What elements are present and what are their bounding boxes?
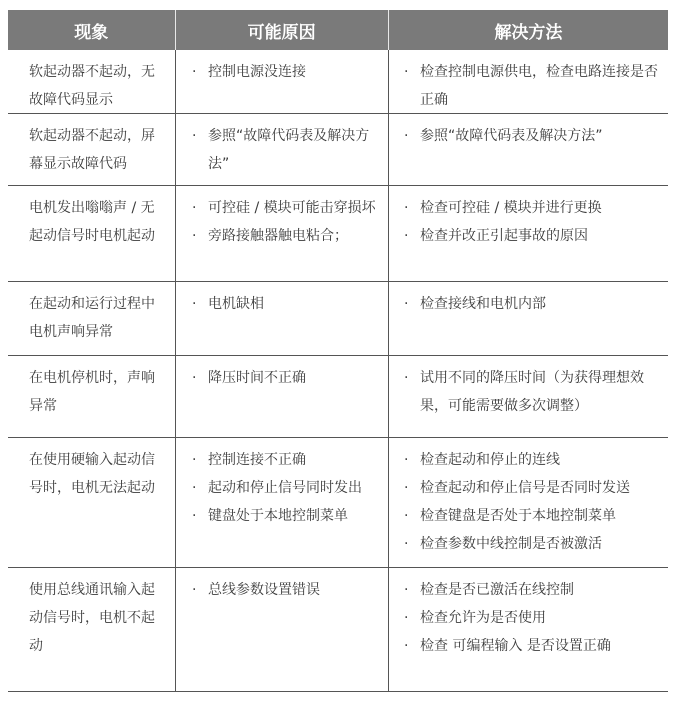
cause-text: 可控硅 / 模块可能击穿损坏: [208, 200, 376, 216]
solution-item: [404, 122, 660, 150]
bullet-icon: ·: [192, 452, 197, 468]
bullet-icon: ·: [404, 536, 409, 552]
solution-cell: [388, 114, 668, 185]
solution-item: [404, 502, 660, 530]
bullet-icon: ·: [404, 638, 409, 654]
solution-item: [404, 474, 660, 502]
cause-cell: [175, 438, 388, 567]
bullet-icon: ·: [192, 64, 197, 80]
bullet-icon: ·: [404, 480, 409, 496]
cause-item: [192, 222, 380, 250]
solution-item: [404, 290, 660, 318]
table-row: [8, 356, 668, 438]
header-phenomenon: 现象: [74, 22, 109, 43]
cause-item: [192, 364, 380, 392]
cause-text: 起动和停止信号同时发出: [208, 480, 362, 496]
bullet-icon: ·: [192, 480, 197, 496]
solution-text: 检查起动和停止信号是否同时发送: [420, 480, 630, 496]
cause-text: 旁路接触器触电粘合；: [208, 228, 348, 244]
solution-item: [404, 446, 660, 474]
phenomenon-cell: 软起动器不起动，屏幕显示故障代码: [29, 128, 155, 172]
troubleshooting-table: [8, 10, 668, 692]
cause-cell: [175, 50, 388, 113]
cause-cell: [175, 356, 388, 437]
table-header: [8, 10, 668, 50]
bullet-icon: ·: [192, 296, 197, 312]
header-solution: 解决方法: [388, 10, 668, 50]
solution-cell: [388, 50, 668, 113]
phenomenon-cell: 在电机停机时，声响异常: [29, 370, 155, 414]
bullet-icon: ·: [192, 508, 197, 524]
phenomenon-cell: 在起动和运行过程中电机声响异常: [29, 296, 155, 340]
cause-text: 总线参数设置错误: [208, 582, 320, 598]
bullet-icon: ·: [404, 128, 409, 144]
solution-text: 检查 可编程输入 是否设置正确: [420, 638, 611, 654]
solution-item: [404, 364, 660, 420]
cause-item: [192, 290, 380, 318]
cause-item: [192, 474, 380, 502]
cause-item: [192, 58, 380, 86]
phenomenon-cell: 电机发出嗡嗡声 / 无起动信号时电机起动: [29, 200, 155, 244]
table-row: [8, 50, 668, 114]
solution-cell: [388, 186, 668, 281]
table-row: [8, 282, 668, 356]
phenomenon-cell: 软起动器不起动，无故障代码显示: [29, 64, 155, 108]
solution-text: 检查并改正引起事故的原因: [420, 228, 588, 244]
bullet-icon: ·: [404, 610, 409, 626]
bullet-icon: ·: [192, 128, 197, 144]
solution-text: 检查接线和电机内部: [420, 296, 546, 312]
bullet-icon: ·: [404, 370, 409, 386]
cause-text: 电机缺相: [208, 296, 264, 312]
solution-text: 检查是否已激活在线控制: [420, 582, 574, 598]
cause-item: [192, 576, 380, 604]
solution-cell: [388, 568, 668, 691]
bullet-icon: ·: [192, 582, 197, 598]
solution-text: 检查参数中线控制是否被激活: [420, 536, 602, 552]
cause-item: [192, 122, 380, 178]
bullet-icon: ·: [404, 452, 409, 468]
bullet-icon: ·: [192, 200, 197, 216]
cause-item: [192, 194, 380, 222]
cause-text: 参照“故障代码表及解决方法”: [208, 128, 370, 172]
bullet-icon: ·: [192, 370, 197, 386]
solution-text: 检查控制电源供电，检查电路连接是否正确: [420, 64, 658, 108]
cause-text: 键盘处于本地控制菜单: [208, 508, 348, 524]
bullet-icon: ·: [404, 200, 409, 216]
bullet-icon: ·: [404, 582, 409, 598]
table-row: [8, 186, 668, 282]
cause-cell: [175, 186, 388, 281]
phenomenon-cell: 使用总线通讯输入起动信号时，电机不起动: [29, 582, 155, 654]
bullet-icon: ·: [404, 296, 409, 312]
solution-item: [404, 58, 660, 114]
cause-item: [192, 446, 380, 474]
cause-text: 降压时间不正确: [208, 370, 306, 386]
bullet-icon: ·: [404, 508, 409, 524]
solution-item: [404, 576, 660, 604]
solution-item: [404, 604, 660, 632]
bullet-icon: ·: [404, 64, 409, 80]
header-possible-cause: 可能原因: [175, 10, 388, 50]
bullet-icon: ·: [404, 228, 409, 244]
cause-cell: [175, 282, 388, 355]
solution-text: 检查键盘是否处于本地控制菜单: [420, 508, 616, 524]
table-row: [8, 568, 668, 692]
table-row: [8, 114, 668, 186]
table-row: [8, 438, 668, 568]
cause-cell: [175, 568, 388, 691]
solution-text: 试用不同的降压时间（为获得理想效果，可能需要做多次调整）: [420, 370, 644, 414]
solution-item: [404, 194, 660, 222]
solution-item: [404, 222, 660, 250]
cause-text: 控制电源没连接: [208, 64, 306, 80]
solution-cell: [388, 282, 668, 355]
phenomenon-cell: 在使用硬输入起动信号时，电机无法起动: [29, 452, 155, 496]
cause-item: [192, 502, 380, 530]
cause-text: 控制连接不正确: [208, 452, 306, 468]
cause-cell: [175, 114, 388, 185]
solution-cell: [388, 356, 668, 437]
solution-item: [404, 632, 660, 660]
solution-text: 检查可控硅 / 模块并进行更换: [420, 200, 602, 216]
bullet-icon: ·: [192, 228, 197, 244]
table-body: [8, 50, 668, 692]
solution-text: 参照“故障代码表及解决方法”: [420, 128, 603, 144]
solution-text: 检查起动和停止的连线: [420, 452, 560, 468]
solution-item: [404, 530, 660, 558]
solution-text: 检查允许为是否使用: [420, 610, 546, 626]
solution-cell: [388, 438, 668, 567]
